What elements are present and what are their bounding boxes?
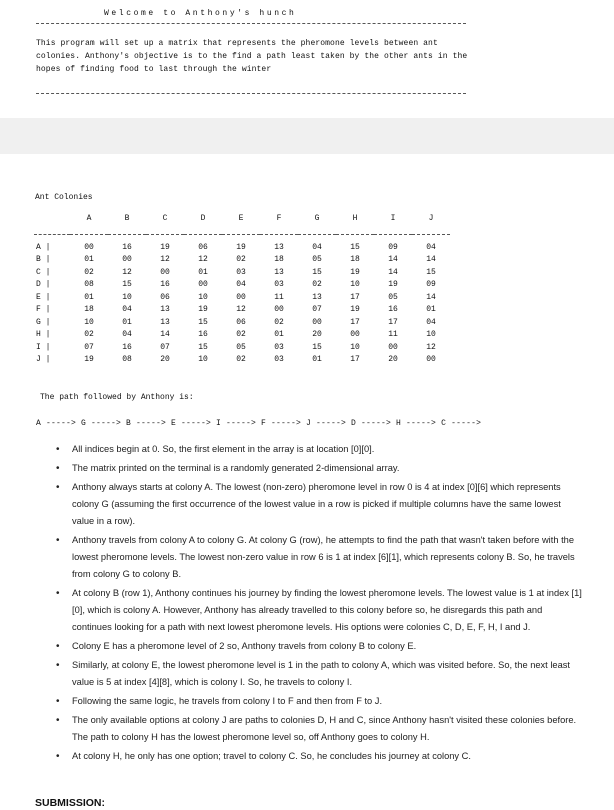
- list-item: [52, 657, 582, 691]
- list-item: [52, 638, 582, 655]
- matrix-cell: 06: [160, 292, 170, 302]
- matrix-cell: 16: [388, 305, 398, 315]
- matrix-cell: 04: [122, 305, 132, 315]
- matrix-cell: 17: [350, 355, 360, 365]
- matrix-cell: 19: [236, 242, 246, 252]
- path-title: The path followed by Anthony is:: [40, 393, 194, 402]
- matrix-cell: 04: [236, 280, 246, 290]
- row-label: I |: [36, 342, 51, 352]
- matrix-cell: 20: [388, 355, 398, 365]
- matrix-cell: 08: [84, 280, 94, 290]
- matrix-cell: 20: [160, 355, 170, 365]
- matrix-cell: 12: [160, 255, 170, 265]
- matrix-header-row: [34, 212, 450, 235]
- column-header: G: [314, 214, 320, 223]
- matrix-cell: 12: [426, 342, 436, 352]
- note-text: Colony E has a pheromone level of 2 so, Anthony travels from colony B to colony E.: [72, 641, 417, 651]
- matrix-cell: 08: [122, 355, 132, 365]
- matrix-cell: 14: [160, 330, 170, 340]
- matrix-row: [34, 266, 450, 279]
- row-label: D |: [36, 280, 51, 290]
- matrix-cell: 01: [84, 292, 94, 302]
- matrix-cell: 20: [312, 330, 322, 340]
- matrix-cell: 19: [388, 280, 398, 290]
- matrix-cell: 01: [198, 267, 208, 277]
- matrix-cell: 00: [198, 280, 208, 290]
- matrix-cell: 17: [350, 317, 360, 327]
- matrix-cell: 04: [426, 242, 436, 252]
- matrix-row: [34, 254, 450, 267]
- matrix-cell: 19: [198, 305, 208, 315]
- matrix-cell: 00: [274, 305, 284, 315]
- matrix-cell: 19: [160, 242, 170, 252]
- matrix-cell: 18: [274, 255, 284, 265]
- matrix-cell: 00: [312, 317, 322, 327]
- matrix-cell: 16: [122, 342, 132, 352]
- list-item: [52, 532, 582, 583]
- matrix-cell: 06: [198, 242, 208, 252]
- notes-list: [52, 441, 582, 767]
- note-text: Anthony always starts at colony A. The lowest (non-zero) pheromone level in row 0 is 4 at index [0][6] which represents colony G (assuming the first occurrence of the lowest value in a row is picked if multiple columns have the same lowest value in a row).: [72, 482, 561, 526]
- matrix-cell: 07: [84, 342, 94, 352]
- row-label: A |: [36, 242, 51, 252]
- matrix-cell: 02: [312, 280, 322, 290]
- matrix-cell: 10: [198, 355, 208, 365]
- note-text: The matrix printed on the terminal is a randomly generated 2-dimensional array.: [72, 463, 400, 473]
- matrix-row: [34, 241, 450, 254]
- column-header: A: [86, 214, 92, 223]
- bullet-icon: •: [56, 463, 60, 474]
- matrix-cell: 16: [198, 330, 208, 340]
- row-label: H |: [36, 330, 51, 340]
- matrix-cell: 04: [122, 330, 132, 340]
- column-header: E: [238, 214, 244, 223]
- matrix-cell: 10: [198, 292, 208, 302]
- matrix-cell: 03: [274, 342, 284, 352]
- matrix-cell: 14: [388, 267, 398, 277]
- matrix-cell: 01: [122, 317, 132, 327]
- matrix-cell: 02: [84, 330, 94, 340]
- matrix-cell: 02: [236, 255, 246, 265]
- matrix-cell: 02: [274, 317, 284, 327]
- matrix-cell: 05: [236, 342, 246, 352]
- note-text: Anthony travels from colony A to colony G. At colony G (row), he attempts to find the path that wasn't taken before with the lowest pheromone levels. The lowest non-zero value in row 6 is 1 at index [6][1], which represents colony B. So, he travels from colony G to colony B.: [72, 535, 575, 579]
- matrix-cell: 16: [122, 242, 132, 252]
- row-label: F |: [36, 305, 51, 315]
- list-item: [52, 585, 582, 636]
- matrix-cell: 14: [426, 255, 436, 265]
- matrix-cell: 19: [84, 355, 94, 365]
- matrix-cell: 13: [274, 267, 284, 277]
- matrix-cell: 07: [160, 342, 170, 352]
- matrix-cell: 03: [236, 267, 246, 277]
- matrix-cell: 18: [350, 255, 360, 265]
- matrix-cell: 19: [350, 267, 360, 277]
- row-label: G |: [36, 317, 51, 327]
- matrix-cell: 02: [84, 267, 94, 277]
- matrix-row: [34, 316, 450, 329]
- path-line: A -----> G -----> B -----> E -----> I -----> F -----> J -----> D -----> H -----> C ----->: [36, 419, 482, 428]
- divider-bottom: [36, 93, 466, 94]
- matrix-cell: 00: [84, 242, 94, 252]
- matrix-cell: 10: [350, 280, 360, 290]
- matrix-cell: 17: [350, 292, 360, 302]
- matrix-cell: 09: [388, 242, 398, 252]
- matrix-cell: 19: [350, 305, 360, 315]
- matrix-cell: 10: [350, 342, 360, 352]
- matrix-cell: 00: [122, 255, 132, 265]
- matrix-cell: 05: [388, 292, 398, 302]
- matrix-cell: 15: [198, 317, 208, 327]
- matrix-cell: 15: [426, 267, 436, 277]
- matrix-cell: 12: [198, 255, 208, 265]
- matrix-cell: 01: [84, 255, 94, 265]
- list-item: [52, 748, 582, 765]
- bullet-icon: •: [56, 715, 60, 726]
- matrix-cell: 01: [426, 305, 436, 315]
- submission-heading: SUBMISSION:: [35, 797, 106, 809]
- pheromone-matrix: [34, 212, 450, 366]
- column-header: J: [428, 214, 434, 223]
- bullet-icon: •: [56, 751, 60, 762]
- matrix-cell: 15: [350, 242, 360, 252]
- list-item: [52, 693, 582, 710]
- note-text: Similarly, at colony E, the lowest pheromone level is 1 in the path to colony A, which was visited before. So, the next least value is 5 at index [4][8], which is colony I. So, he travels to colony I.: [72, 660, 570, 687]
- welcome-title: Welcome to Anthony's hunch: [104, 9, 297, 18]
- bullet-icon: •: [56, 588, 60, 599]
- matrix-cell: 10: [84, 317, 94, 327]
- matrix-cell: 13: [160, 317, 170, 327]
- matrix-cell: 13: [160, 305, 170, 315]
- bullet-icon: •: [56, 482, 60, 493]
- bullet-icon: •: [56, 535, 60, 546]
- matrix-cell: 00: [160, 267, 170, 277]
- matrix-cell: 15: [312, 342, 322, 352]
- matrix-cell: 14: [426, 292, 436, 302]
- section-gap: [0, 118, 614, 154]
- matrix-cell: 15: [312, 267, 322, 277]
- matrix-cell: 12: [236, 305, 246, 315]
- note-text: At colony H, he only has one option; travel to colony C. So, he concludes his journey at colony C.: [72, 751, 471, 761]
- matrix-row: [34, 341, 450, 354]
- matrix-row: [34, 279, 450, 292]
- row-label: J |: [36, 355, 51, 365]
- matrix-row: [34, 354, 450, 367]
- divider-top: [36, 23, 466, 24]
- note-text: The only available options at colony J are paths to colonies D, H and C, since Anthony hasn't visited these colonies before. The path to colony H has the lowest pheromone level so, off Anthony goes to colony H.: [72, 715, 577, 742]
- bullet-icon: •: [56, 660, 60, 671]
- column-header: C: [162, 214, 168, 223]
- matrix-cell: 05: [312, 255, 322, 265]
- row-label: E |: [36, 292, 51, 302]
- matrix-row: [34, 291, 450, 304]
- matrix-cell: 11: [274, 292, 284, 302]
- row-label: B |: [36, 255, 51, 265]
- matrix-cell: 04: [426, 317, 436, 327]
- column-header: F: [276, 214, 282, 223]
- intro-text: This program will set up a matrix that represents the pheromone levels between ant colonies. Anthony's objective is to the find a path least taken by the other ants in the hopes of finding food to last through the winter: [36, 39, 468, 74]
- bullet-icon: •: [56, 641, 60, 652]
- matrix-cell: 10: [426, 330, 436, 340]
- column-header: H: [352, 214, 358, 223]
- bullet-icon: •: [56, 696, 60, 707]
- matrix-cell: 03: [274, 355, 284, 365]
- bullet-icon: •: [56, 444, 60, 455]
- matrix-cell: 16: [160, 280, 170, 290]
- matrix-cell: 03: [274, 280, 284, 290]
- matrix-cell: 14: [388, 255, 398, 265]
- matrix-cell: 00: [236, 292, 246, 302]
- matrix-cell: 15: [198, 342, 208, 352]
- matrix-row: [34, 329, 450, 342]
- matrix-cell: 10: [122, 292, 132, 302]
- note-text: All indices begin at 0. So, the first element in the array is at location [0][0].: [72, 444, 375, 454]
- list-item: [52, 441, 582, 458]
- matrix-cell: 00: [426, 355, 436, 365]
- note-text: Following the same logic, he travels from colony I to F and then from F to J.: [72, 696, 383, 706]
- matrix-title: Ant Colonies: [35, 193, 93, 202]
- row-label: C |: [36, 267, 51, 277]
- matrix-cell: 02: [236, 330, 246, 340]
- list-item: [52, 460, 582, 477]
- matrix-cell: 00: [388, 342, 398, 352]
- matrix-cell: 18: [84, 305, 94, 315]
- matrix-cell: 01: [312, 355, 322, 365]
- note-text: At colony B (row 1), Anthony continues his journey by finding the lowest pheromone levels. The lowest value is 1 at index [1][0], which is colony A. However, Anthony has already travelled to this colony before so, he disregards this path and continues looking for a path with next lowest pheromone levels. His options were colonies C, D, E, F, H, I and J.: [72, 588, 582, 632]
- column-header: D: [200, 214, 206, 223]
- matrix-cell: 13: [312, 292, 322, 302]
- matrix-cell: 15: [122, 280, 132, 290]
- matrix-cell: 00: [350, 330, 360, 340]
- list-item: [52, 479, 582, 530]
- matrix-cell: 17: [388, 317, 398, 327]
- list-item: [52, 712, 582, 746]
- matrix-cell: 13: [274, 242, 284, 252]
- matrix-cell: 04: [312, 242, 322, 252]
- column-header: B: [124, 214, 130, 223]
- matrix-cell: 06: [236, 317, 246, 327]
- matrix-cell: 11: [388, 330, 398, 340]
- matrix-cell: 07: [312, 305, 322, 315]
- matrix-cell: 09: [426, 280, 436, 290]
- matrix-cell: 12: [122, 267, 132, 277]
- matrix-row: [34, 304, 450, 317]
- matrix-cell: 02: [236, 355, 246, 365]
- column-header: I: [390, 214, 396, 223]
- matrix-cell: 01: [274, 330, 284, 340]
